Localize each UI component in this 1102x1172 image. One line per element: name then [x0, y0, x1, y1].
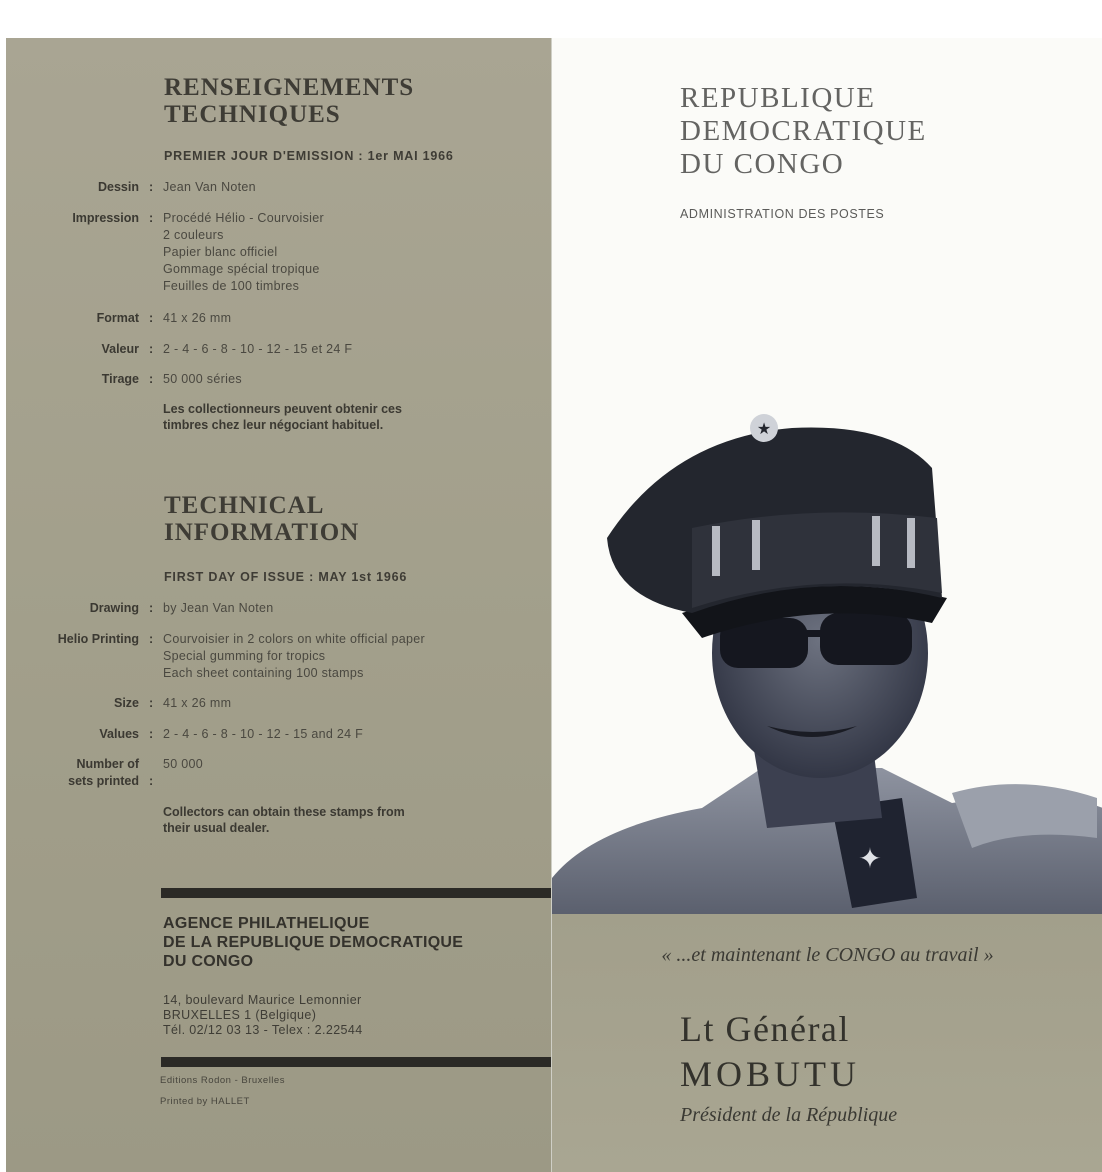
- french-heading: RENSEIGNEMENTS TECHNIQUES: [164, 74, 415, 128]
- portrait-photo: [552, 408, 1102, 914]
- row-value: 41 x 26 mm: [163, 696, 232, 710]
- row-label: Format: [96, 311, 139, 325]
- cap-stripe: [752, 520, 760, 570]
- row-value: Courvoisier in 2 colors on white official paper Special gumming for tropics Each sheet containing 100 stamps: [163, 632, 425, 680]
- row-value: 50 000: [163, 757, 204, 771]
- french-first-day: PREMIER JOUR D'EMISSION : 1er MAI 1966: [164, 149, 454, 163]
- english-heading: TECHNICAL INFORMATION: [164, 492, 360, 546]
- english-first-day: FIRST DAY OF ISSUE : MAY 1st 1966: [164, 570, 408, 584]
- slogan-quote: « ...et maintenant le CONGO au travail »: [661, 944, 994, 966]
- row-label: Tirage: [101, 372, 139, 386]
- row-label: Dessin: [98, 180, 139, 194]
- editions-credit: Editions Rodon - Bruxelles: [160, 1075, 285, 1086]
- row-label: Valeur: [101, 342, 139, 356]
- row-value: by Jean Van Noten: [163, 601, 274, 615]
- cap-stripe: [712, 526, 720, 576]
- country-title: REPUBLIQUE DEMOCRATIQUE DU CONGO: [680, 82, 927, 180]
- row-label: Drawing: [89, 601, 139, 615]
- row-label: Values: [99, 727, 139, 741]
- glasses-bridge: [804, 630, 824, 637]
- row-label: Number of sets printed: [68, 757, 139, 788]
- row-label: Helio Printing: [57, 632, 139, 646]
- row-value: Procédé Hélio - Courvoisier 2 couleurs Papier blanc officiel Gommage spécial tropique Feuilles de 100 timbres: [163, 211, 324, 293]
- row-label: Size: [113, 696, 139, 710]
- technical-info-panel: RENSEIGNEMENTS TECHNIQUES PREMIER JOUR D'EMISSION : 1er MAI 1966 Dessin : Jean Van Noten Impression : Procédé Hélio - Courvoisier 2 couleurs Papier blanc officiel Gommage spécial tropique Feuilles de 100 timbres Format : 41 x 26 mm Valeur : 2 - 4 - 6 - 8 - 10 - 12 - 15 et 24 F Tirage : 50 000 séries Les collectionneurs peuvent obtenir ces timbres chez leur négociant habituel. TECHNICAL INFORMATION FIRST DAY OF ISSUE : MAY 1st 1966 Drawing : by Jean Van Noten Helio Printing : Courvoisier in 2 colors on white official paper Special gumming for tropics Each sheet containing 100 stamps Size : 41 x 26 mm Values : 2 - 4 - 6 - 8 - 10 - 12 - 15 and 24 F Number of sets printed : 50 000 Collectors can obtain these stamps from their usual dealer. AGENCE PHILATHELIQUE DE LA REPUBLIQUE DEMOCRATIQUE DU CONGO 14, boulevard Maurice Lemonnier BRUXELLES 1 (Belgique) Tél. 02/12 03 13 - Telex : 2.22544 Editions Rodon - Bruxelles Printed by HALLET: [6, 38, 551, 1172]
- postal-administration: ADMINISTRATION DES POSTES: [680, 207, 885, 221]
- agency-address: 14, boulevard Maurice Lemonnier BRUXELLES 1 (Belgique) Tél. 02/12 03 13 - Telex : 2.22544: [163, 993, 363, 1037]
- agency-name: AGENCE PHILATHELIQUE DE LA REPUBLIQUE DEMOCRATIQUE DU CONGO: [163, 915, 464, 970]
- glasses-right-lens: [820, 613, 912, 665]
- cap-badge-star-glyph: ★: [756, 419, 772, 438]
- row-value: 2 - 4 - 6 - 8 - 10 - 12 - 15 and 24 F: [163, 727, 364, 741]
- row-value: 41 x 26 mm: [163, 311, 232, 325]
- cap-stripe: [907, 518, 915, 568]
- divider-bar-top: [161, 888, 551, 898]
- english-collectors-note: Collectors can obtain these stamps from their usual dealer.: [163, 805, 405, 835]
- rank-title: Lt Général: [680, 1009, 850, 1049]
- row-label: Impression: [72, 211, 139, 225]
- president-title: Président de la République: [680, 1104, 898, 1126]
- cover-panel: [551, 38, 1102, 1172]
- collar-star-glyph: ✦: [858, 842, 882, 875]
- caption-band: [552, 914, 1102, 1172]
- french-collectors-note: Les collectionneurs peuvent obtenir ces timbres chez leur négociant habituel.: [163, 402, 402, 432]
- row-value: Jean Van Noten: [163, 180, 256, 194]
- person-name: MOBUTU: [680, 1054, 861, 1094]
- divider-bar-bottom: [161, 1057, 551, 1067]
- row-value: 50 000 séries: [163, 372, 242, 386]
- row-value: 2 - 4 - 6 - 8 - 10 - 12 - 15 et 24 F: [163, 342, 353, 356]
- printer-credit: Printed by HALLET: [160, 1096, 250, 1107]
- cap-stripe: [872, 516, 880, 566]
